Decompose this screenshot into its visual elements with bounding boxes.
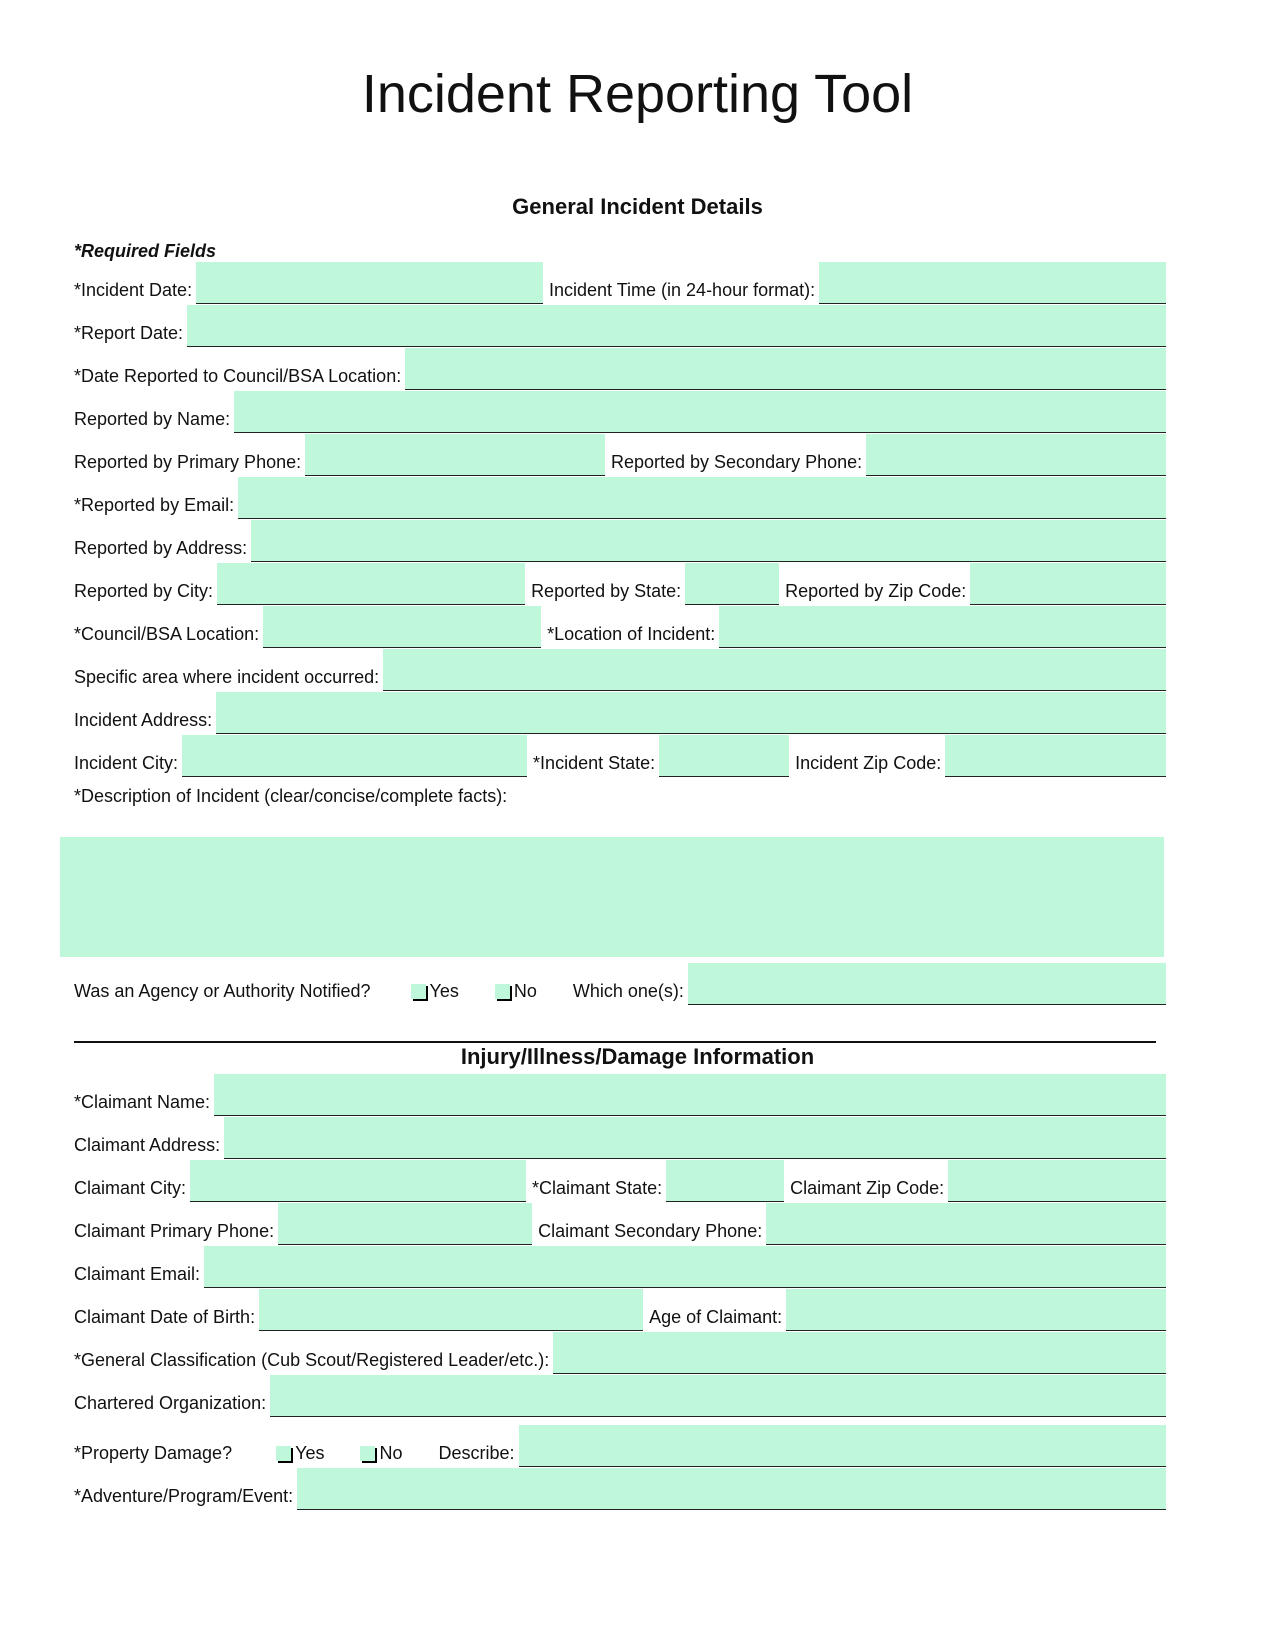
incident-address-field[interactable] [216, 692, 1166, 734]
reported-city-label: Reported by City: [74, 581, 214, 601]
claimant-state-field[interactable] [666, 1160, 784, 1202]
report-date-field[interactable] [187, 305, 1166, 347]
reported-zip-field[interactable] [970, 563, 1166, 605]
incident-zip-label: Incident Zip Code: [795, 753, 942, 773]
property-yes-label: Yes [295, 1443, 325, 1463]
classification-label: *General Classification (Cub Scout/Registered Leader/etc.): [74, 1350, 550, 1370]
reported-city-row [74, 563, 1166, 605]
reported-secondary-phone-field[interactable] [866, 434, 1166, 476]
reported-primary-phone-field[interactable] [305, 434, 605, 476]
date-reported-label: *Date Reported to Council/BSA Location: [74, 366, 402, 386]
reported-zip-label: Reported by Zip Code: [785, 581, 967, 601]
claimant-name-label: *Claimant Name: [74, 1092, 211, 1112]
claimant-address-row [74, 1117, 1166, 1159]
claimant-state-label: *Claimant State: [532, 1178, 663, 1198]
required-fields-note: *Required Fields [74, 241, 217, 261]
claimant-secondary-phone-label: Claimant Secondary Phone: [538, 1221, 763, 1241]
incident-time-field[interactable] [819, 262, 1166, 304]
claimant-primary-phone-label: Claimant Primary Phone: [74, 1221, 275, 1241]
claimant-address-label: Claimant Address: [74, 1135, 221, 1155]
incident-city-row [74, 735, 1166, 777]
description-textarea[interactable] [60, 837, 1164, 957]
property-damage-label: *Property Damage? [74, 1443, 233, 1463]
description-label-row [74, 778, 1166, 810]
claimant-city-field[interactable] [190, 1160, 526, 1202]
council-location-row [74, 606, 1166, 648]
reported-address-row [74, 520, 1166, 562]
claimant-name-row [74, 1074, 1166, 1116]
claimant-name-field[interactable] [214, 1074, 1166, 1116]
claimant-dob-label: Claimant Date of Birth: [74, 1307, 256, 1327]
claimant-city-row [74, 1160, 1166, 1202]
reported-email-row [74, 477, 1166, 519]
report-date-label: *Report Date: [74, 323, 184, 343]
reported-email-label: *Reported by Email: [74, 495, 235, 515]
agency-no-label: No [513, 981, 537, 1001]
report-date-row [74, 305, 1166, 347]
adventure-row [74, 1468, 1166, 1510]
section-heading-injury: Injury/Illness/Damage Information [460, 1044, 815, 1069]
claimant-zip-label: Claimant Zip Code: [790, 1178, 945, 1198]
claimant-address-field[interactable] [224, 1117, 1166, 1159]
claimant-secondary-phone-field[interactable] [766, 1203, 1166, 1245]
reported-state-field[interactable] [685, 563, 779, 605]
claimant-dob-field[interactable] [259, 1289, 643, 1331]
incident-date-field[interactable] [196, 262, 543, 304]
reported-name-row [74, 391, 1166, 433]
claimant-zip-field[interactable] [948, 1160, 1166, 1202]
reported-secondary-phone-label: Reported by Secondary Phone: [610, 452, 863, 472]
page-title: Incident Reporting Tool [361, 64, 914, 124]
location-of-incident-field[interactable] [719, 606, 1166, 648]
which-ones-field[interactable] [688, 963, 1166, 1005]
claimant-primary-phone-field[interactable] [278, 1203, 532, 1245]
date-reported-row [74, 348, 1166, 390]
reported-state-label: Reported by State: [531, 581, 682, 601]
chartered-org-row [74, 1375, 1166, 1417]
agency-notified-label: Was an Agency or Authority Notified? [74, 981, 371, 1001]
which-ones-label: Which one(s): [572, 981, 684, 1001]
date-reported-field[interactable] [405, 348, 1166, 390]
incident-state-label: *Incident State: [533, 753, 656, 773]
property-damage-row [74, 1425, 1166, 1467]
adventure-field[interactable] [297, 1468, 1166, 1510]
incident-time-label: Incident Time (in 24-hour format): [548, 280, 816, 300]
incident-state-field[interactable] [659, 735, 789, 777]
chartered-org-label: Chartered Organization: [74, 1393, 267, 1413]
reported-email-field[interactable] [238, 477, 1166, 519]
classification-row [74, 1332, 1166, 1374]
claimant-email-row [74, 1246, 1166, 1288]
agency-yes-option[interactable] [411, 980, 459, 1005]
claimant-age-field[interactable] [786, 1289, 1166, 1331]
property-no-option[interactable] [360, 1442, 402, 1467]
specific-area-field[interactable] [383, 649, 1166, 691]
chartered-org-field[interactable] [270, 1375, 1166, 1417]
incident-address-label: Incident Address: [74, 710, 213, 730]
adventure-label: *Adventure/Program/Event: [74, 1486, 294, 1506]
claimant-city-label: Claimant City: [74, 1178, 187, 1198]
section-heading-general: General Incident Details [512, 194, 763, 219]
reported-name-field[interactable] [234, 391, 1166, 433]
property-yes-option[interactable] [276, 1442, 324, 1467]
claimant-phone-row [74, 1203, 1166, 1245]
reported-address-label: Reported by Address: [74, 538, 248, 558]
agency-no-checkbox[interactable] [495, 984, 510, 999]
property-yes-checkbox[interactable] [276, 1446, 291, 1461]
reported-address-field[interactable] [251, 520, 1166, 562]
incident-city-field[interactable] [182, 735, 527, 777]
agency-notified-row [74, 963, 1166, 1005]
incident-date-row [74, 262, 1166, 304]
agency-yes-checkbox[interactable] [411, 984, 426, 999]
claimant-age-label: Age of Claimant: [649, 1307, 783, 1327]
reported-name-label: Reported by Name: [74, 409, 231, 429]
incident-city-label: Incident City: [74, 753, 179, 773]
incident-zip-field[interactable] [945, 735, 1166, 777]
council-location-field[interactable] [263, 606, 541, 648]
incident-address-row [74, 692, 1166, 734]
incident-date-label: *Incident Date: [74, 280, 193, 300]
specific-area-row [74, 649, 1166, 691]
reported-phone-row [74, 434, 1166, 476]
property-no-checkbox[interactable] [360, 1446, 375, 1461]
council-location-label: *Council/BSA Location: [74, 624, 260, 644]
specific-area-label: Specific area where incident occurred: [74, 667, 380, 687]
agency-yes-label: Yes [429, 981, 459, 1001]
classification-field[interactable] [553, 1332, 1166, 1374]
location-of-incident-label: *Location of Incident: [547, 624, 716, 644]
claimant-dob-row [74, 1289, 1166, 1331]
property-no-label: No [379, 1443, 403, 1463]
description-label: *Description of Incident (clear/concise/complete facts): [74, 786, 508, 806]
describe-label: Describe: [438, 1443, 515, 1463]
reported-city-field[interactable] [217, 563, 525, 605]
describe-field[interactable] [519, 1425, 1166, 1467]
claimant-email-label: Claimant Email: [74, 1264, 201, 1284]
claimant-email-field[interactable] [204, 1246, 1166, 1288]
reported-primary-phone-label: Reported by Primary Phone: [74, 452, 302, 472]
agency-no-option[interactable] [495, 980, 537, 1005]
